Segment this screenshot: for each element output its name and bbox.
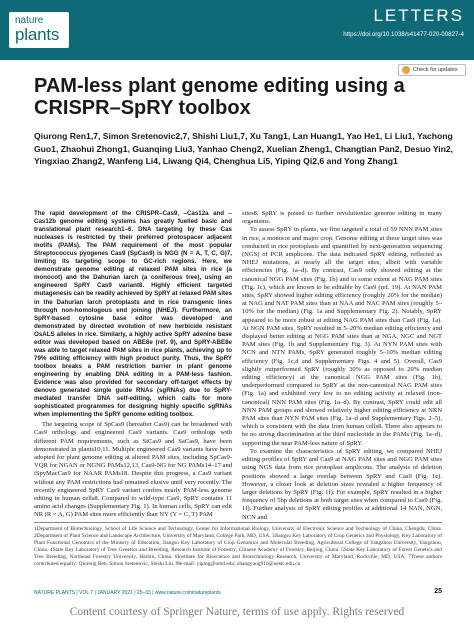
- footnote-divider: [34, 522, 442, 523]
- body-paragraph-left: The targeting scope of SpCas9 (hereafter Cas9) can be broadened with Cas9 orthologs and engineered Cas9 variants. Cas9 orthologs with different PAM requirements, such as StCas9 and SaCas9, have been demonstrated in plants10,11. Multiple engineered Cas9 variants have been adopted for plant genome editing at altered PAM sites, including SpCas9-VQR for NGAN or NGNG PAMs12,13, Cas9-NG for NG PAMs14–17 and iSpyMacCas9 for NAAR PAMs18. Despite this progress, a Cas9 variant without any PAM restrictions had remained elusive until very recently. The recently engineered SpRY Cas9 variant confers nearly PAM-less genome editing in human cells8. Compared to wild-type Cas9, SpRY contains 11 amino acid changes (Supplementary Fig. 1). In human cells, SpRY can edit NR (R = A, G) PAM sites more efficiently than NY (Y = C, T) PAM: [34, 421, 232, 519]
- journal-header: [0, 0, 474, 60]
- abstract: The rapid development of the CRISPR–Cas9, –Cas12a and –Cas12b genome editing systems has greatly fuelled basic and translational plant research1–6. DNA targeting by these Cas nucleases is restricted by their preferred protospacer adjacent motifs (PAMs). The PAM requirement of the most popular Streptococcus pyogenes Cas9 (SpCas9) is NGG (N = A, T, C, G)7, limiting its targeting scope to GC-rich regions. Here, we demonstrate genome editing at relaxed PAM sites in rice (a monocot) and the Dahurian larch (a coniferous tree), using an engineered SpRY Cas9 variant8. Highly efficient targeted mutagenesis can be readily achieved by SpRY at relaxed PAM sites in the Dahurian larch protoplasts and in rice transgenic lines through non-homologous end joining (NHEJ). Furthermore, an SpRY-based cytosine base editor was developed and demonstrated by directed evolution of new herbicide resistant OsALS alleles in rice. Similarly, a highly active SpRY adenine base editor was developed based on ABE8e (ref. 9), and SpRY-ABE8e was able to target relaxed PAM sites in rice plants, achieving up to 79% editing efficiency with high product purity. Thus, the SpRY toolbox breaks a PAM restriction barrier in plant genome engineering by enabling DNA editing in a PAM-less fashion. Evidence was also provided for secondary off-target effects by denovo generated single guide RNAs (sgRNAs) due to SpRY-mediated transfer DNA self-editing, which calls for more sophisticated programmes for designing highly specific sgRNAs when implementing the SpRY genome editing toolbox.: [34, 210, 232, 419]
- section-label: LETTERS: [373, 6, 464, 25]
- doi-link[interactable]: https://doi.org/10.1038/s41477-020-00827-4: [343, 31, 464, 38]
- page-number: 25: [434, 588, 442, 595]
- affiliations-footnote: 1Department of Biotechnology, School of Life Science and Technology, Center for Informational Biology, University of Electronic Science and Technology of China, Chengdu, China. 2Department of Plant Science and Landscape Architecture, University of Maryland, College Park, MD, USA. 3Jiangsu Key Laboratory of Crop Genetics and Physiology, Key Laboratory of Plant Functional Genomics of the Ministry of Education, Jiangsu Key Laboratory of Crop Genomics and Molecular Breeding, Agricultural College of Yangzhou University, Yangzhou, China. 4State Key Laboratory of Tree Genetics and Breeding, Research Institute of Forestry, Chinese Academy of Forestry, Beijing, China. 5State Key Laboratory of Forest Genetics and Tree Breeding, Northeast Forestry University, Harbin, China. 6Institute for Bioscience and Biotechnology Research, University of Maryland, Rockville, MD, USA. 7These authors contributed equally: Qiurong Ren, Simon Sretenovic, Shishi Liu. ✉e-mail: yiping@umd.edu; zhangyong916@uestc.edu.cn: [34, 526, 442, 567]
- logo-line1: nature: [15, 15, 44, 26]
- logo-line2: plants: [15, 25, 60, 44]
- body-paragraph-right-2: To assess SpRY in plants, we first targeted a total of 59 NNN PAM sites in rice, a monocot and major crop. Genome editing at these target sites was conducted in rice protoplasts and quantified by next-generation sequencing (NGS) of PCR amplicons. The data indicated SpRY editing, reflected as NHEJ mutations, at nearly all the target sites, albeit with variable efficiencies (Fig. 1a–d). By contrast, Cas9 only showed editing at the canonical NGG PAM sites (Fig. 1b) and to some extent at NAG PAM sites (Fig. 1c), which are known to be editable by Cas9 (ref. 19). At NAN PAM sites, SpRY showed higher editing efficiency (roughly 20% for the median) at NAG and NAT PAM sites than at NAA and NAC PAM sites (roughly 5–10% for the median) (Fig. 1a and Supplementary Fig. 2). Notably, SpRY appeared to be more robust at editing NAG PAM sites than Cas9 (Fig. 1a). At NGN PAM sites, SpRY resulted in 5–20% median editing efficiency and displayed better editing at NGG PAM sites than at NGA, NGC and NGT PAM sites (Fig. 1b and Supplementary Fig. 3). At NYN PAM sites with NCN and NTN PAMs, SpRY generated roughly 5–10% median editing efficiency (Fig. 1c,d and Supplementary Figs. 4 and 5). Overall, Cas9 slightly outperformed SpRY (roughly 30% as opposed to 20% median editing efficiency) at the canonical NGG PAM sites (Fig. 1b), underperformed compared to SpRY at the non-canonical NAG PAM sites (Fig. 1a) and exhibited very low to no editing activity at relaxed (non-canonical) NNN PAM sites (Fig. 1a–d). By contrast, SpRY could edit all NNN PAM groups and showed relatively higher editing efficiency at NRN PAM sites than NYN PAM sites (Fig. 1a–d and Supplementary Figs. 2–5), which is consistent with the data from human cells8. There also appears to be no strong discrimination at the third nucleotide in the PAMs (Fig. 1a–d), supporting the near PAM-less nature of SpRY.: [242, 226, 442, 447]
- check-updates-icon: [402, 66, 410, 74]
- body-paragraph-right-1: sites8. SpRY is poised to further revolutionize genome editing in many organisms.: [242, 210, 442, 226]
- body-paragraph-right-3: To examine the characteristics of SpRY editing, we compared NHEJ editing profiles of SpRY and Cas9 at NAG PAM sites and NGG PAM sites using NGS data from rice protoplast amplicons. The analysis of deletion positions showed a large overlap between SpRY and Cas9 (Fig. 1e). However, a closer look at deletion sizes revealed a higher frequency of larger deletions by SpRY (Fig. 1f). For example, SpRY resulted in a higher frequency of 5bp deletions at both target sites when compared to Cas9 (Fig. 1f). Further analysis of SpRY editing profiles at additional 14 NAN, NGN, NCN and: [242, 447, 442, 521]
- journal-logo[interactable]: [9, 12, 69, 48]
- copyright-watermark: Content courtesy of Springer Nature, terms of use apply. Rights reserved: [69, 606, 405, 618]
- journal-footer: NATURE PLANTS | VOL 7 | JANUARY 2021 | 25–33 | www.nature.com/natureplants: [34, 590, 221, 596]
- article-title: PAM-less plant genome editing using a CRISPR–SpRY toolbox: [34, 75, 405, 119]
- author-list: Qiurong Ren1,7, Simon Sretenovic2,7, Shishi Liu1,7, Xu Tang1, Lan Huang1, Yao He1, Li Liu1, Yachong Guo1, Zhaohui Zhong1, Guanqing Liu3, Yanhao Cheng2, Xuelian Zheng1, Changtian Pan2, Desuo Yin2, Yingxiao Zhang2, Wanfeng Li4, Liwang Qi4, Chenghua Li5, Yiping Qi2,6 and Yong Zhang1: [34, 131, 454, 167]
- check-updates-label: Check for updates: [413, 67, 458, 73]
- left-column: [34, 210, 232, 520]
- right-column: [242, 210, 442, 522]
